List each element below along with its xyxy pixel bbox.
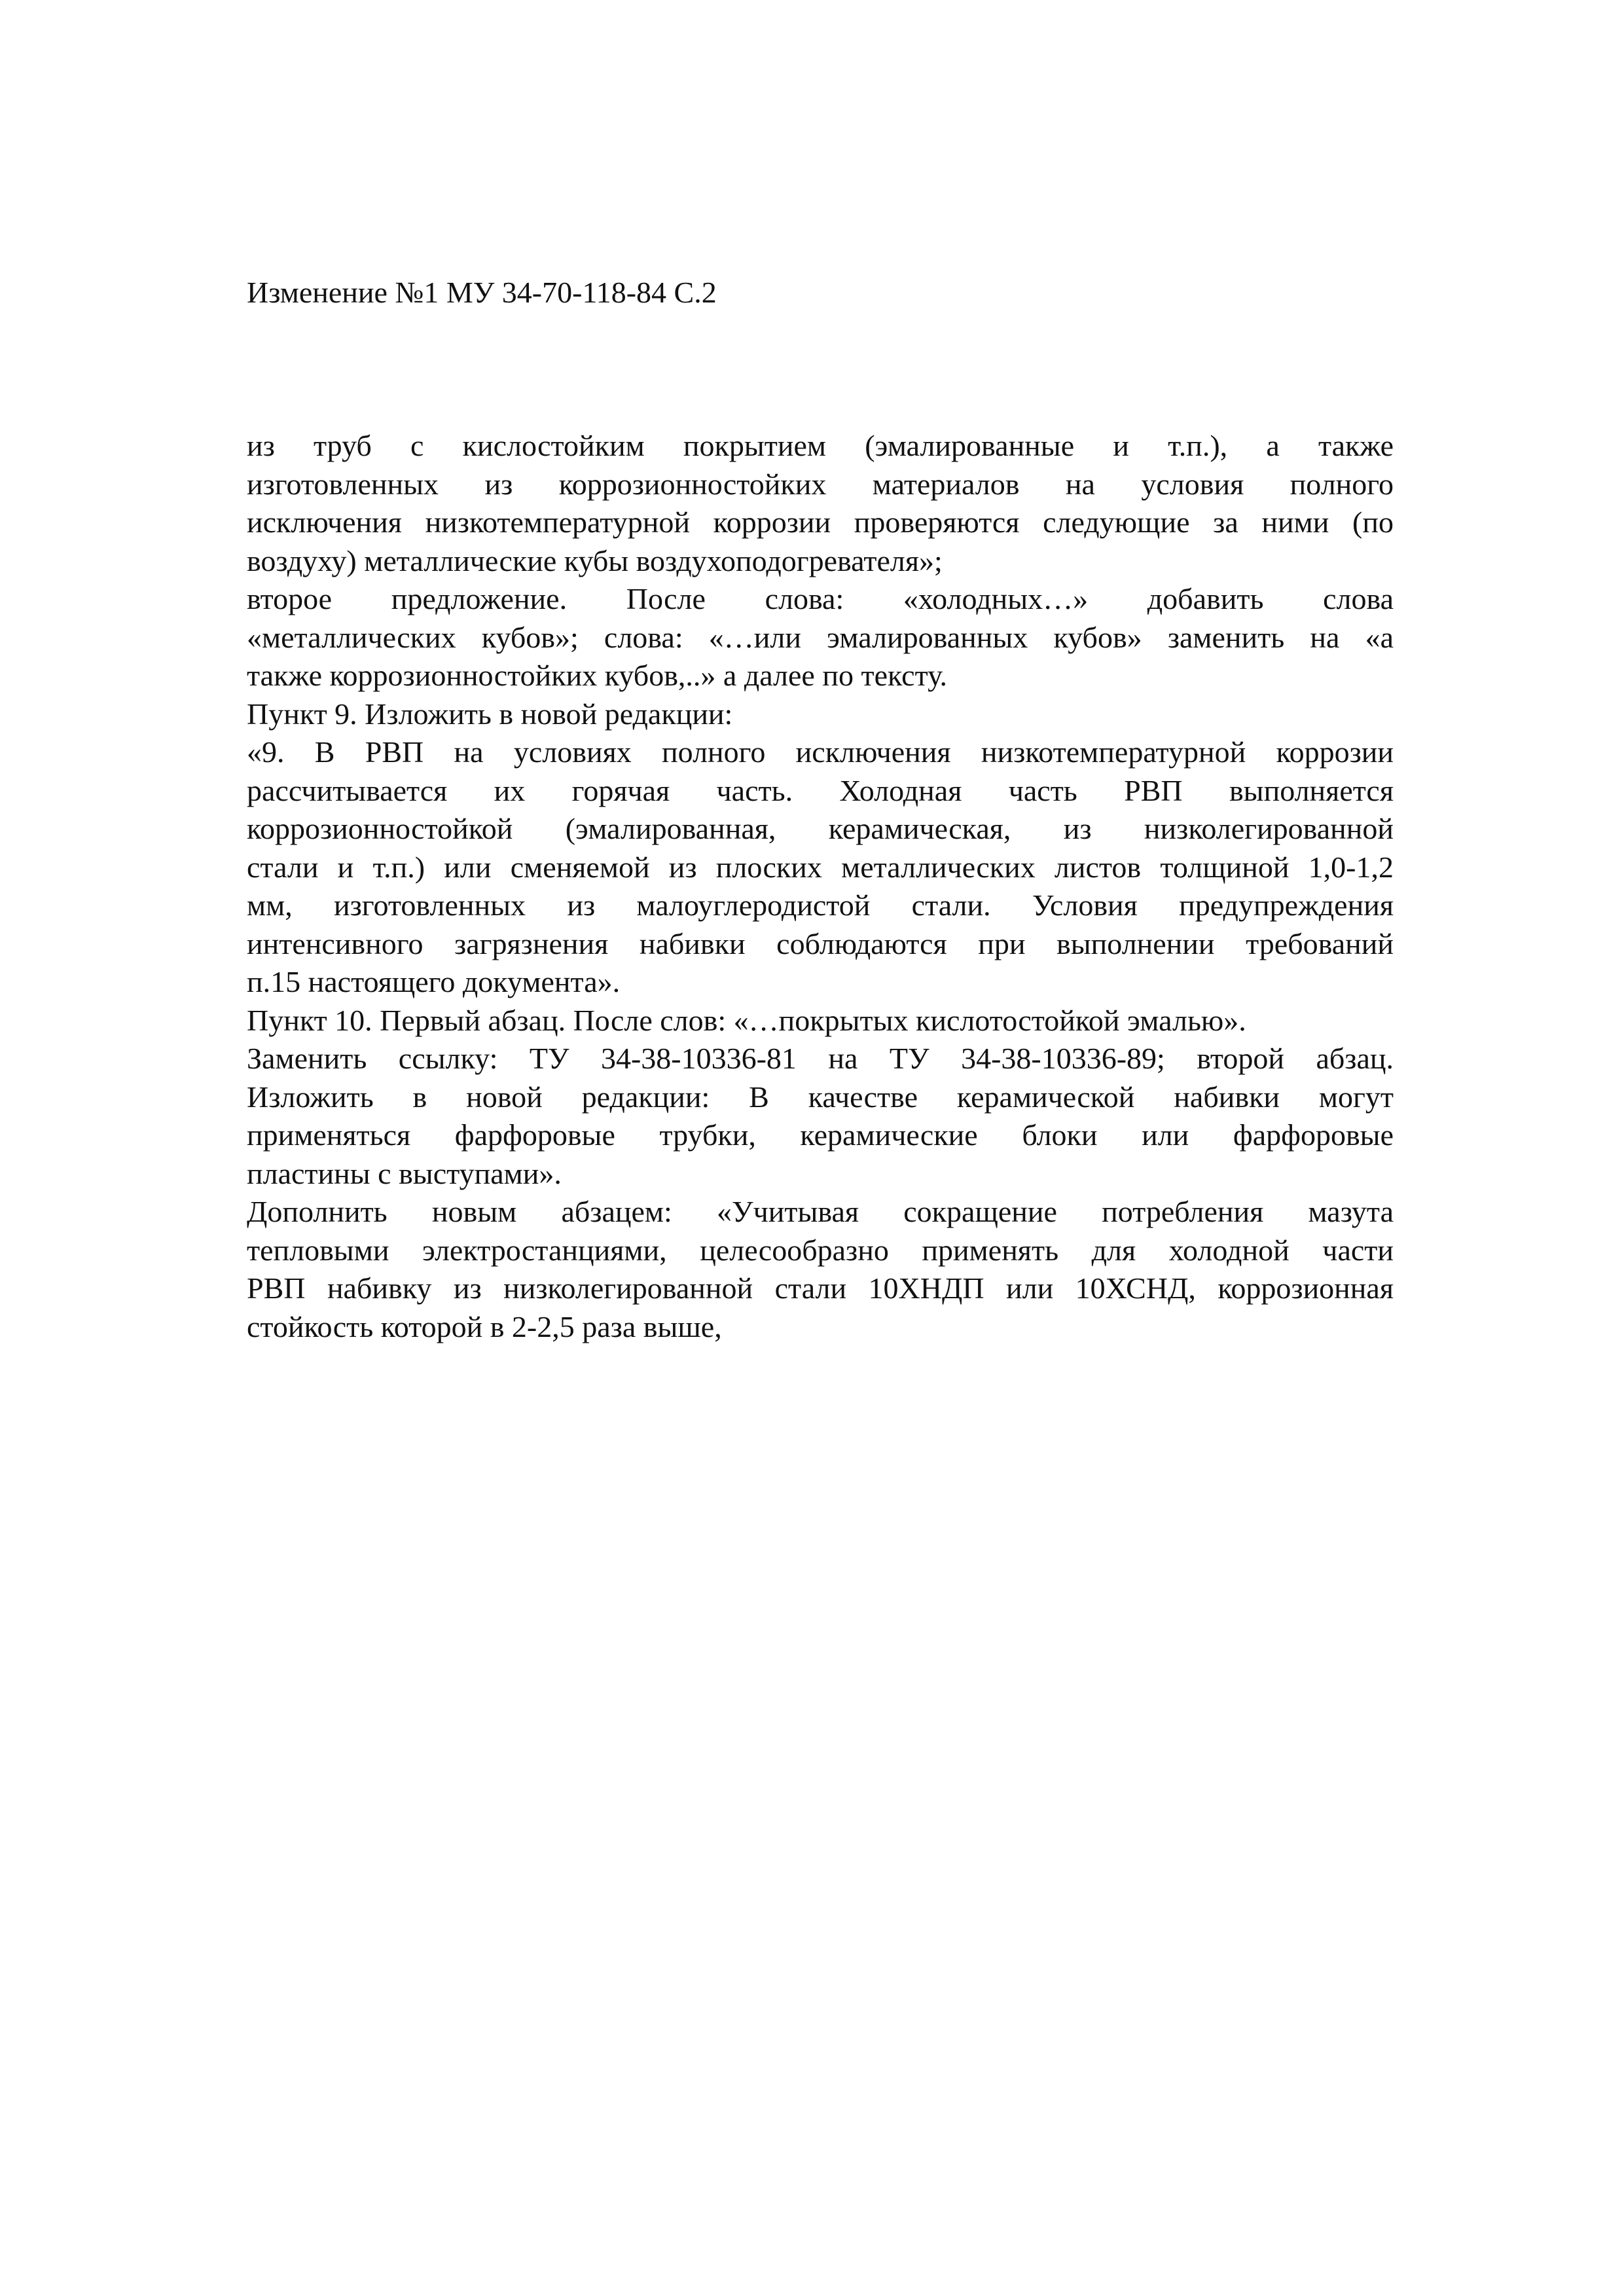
text-line: изготовленных из коррозионностойких материалов на условия полного xyxy=(247,467,1394,501)
text-line: Изложить в новой редакции: В качестве керамической набивки могут xyxy=(247,1080,1394,1114)
text-line: коррозионностойкой (эмалированная, керамическая, из низколегированной xyxy=(247,812,1394,845)
text-line: воздуху) металлические кубы воздухоподогревателя»; xyxy=(247,543,943,577)
text-line: «металлических кубов»; слова: «…или эмалированных кубов» заменить на «а xyxy=(247,620,1394,654)
text-line: Пункт 10. Первый абзац. После слов: «…покрытых кислотостойкой эмалью». xyxy=(247,1003,1246,1037)
text-line: «9. В РВП на условиях полного исключения низкотемпературной коррозии xyxy=(247,735,1394,769)
text-line: интенсивного загрязнения набивки соблюдаются при выполнении требований xyxy=(247,926,1394,960)
text-line: тепловыми электростанциями, целесообразно применять для холодной части xyxy=(247,1233,1394,1267)
text-line: второе предложение. После слова: «холодных…» добавить слова xyxy=(247,582,1394,615)
text-line: стойкость которой в 2-2,5 раза выше, xyxy=(247,1309,722,1343)
text-line: Дополнить новым абзацем: «Учитывая сокращение потребления мазута xyxy=(247,1195,1394,1228)
text-line: Заменить ссылку: ТУ 34-38-10336-81 на ТУ 34-38-10336-89; второй абзац. xyxy=(247,1042,1394,1075)
text-line: п.15 настоящего документа». xyxy=(247,965,621,998)
text-line: стали и т.п.) или сменяемой из плоских металлических листов толщиной 1,0-1,2 xyxy=(247,850,1394,884)
text-line: мм, изготовленных из малоуглеродистой стали. Условия предупреждения xyxy=(247,888,1394,922)
text-line: рассчитывается их горячая часть. Холодная часть РВП выполняется xyxy=(247,773,1394,807)
text-line: из труб с кислостойким покрытием (эмалированные и т.п.), а также xyxy=(247,429,1394,462)
text-line: также коррозионностойких кубов,..» а далее по тексту. xyxy=(247,659,947,692)
text-line: Пункт 9. Изложить в новой редакции: xyxy=(247,697,733,731)
page-header: Изменение №1 МУ 34-70-118-84 С.2 xyxy=(247,276,717,309)
text-line: РВП набивку из низколегированной стали 10ХНДП или 10ХСНД, коррозионная xyxy=(247,1271,1394,1305)
text-line: применяться фарфоровые трубки, керамические блоки или фарфоровые xyxy=(247,1118,1394,1152)
text-line: исключения низкотемпературной коррозии проверяются следующие за ними (по xyxy=(247,505,1394,539)
text-line: пластины с выступами». xyxy=(247,1156,562,1190)
document-body xyxy=(247,427,1394,1346)
